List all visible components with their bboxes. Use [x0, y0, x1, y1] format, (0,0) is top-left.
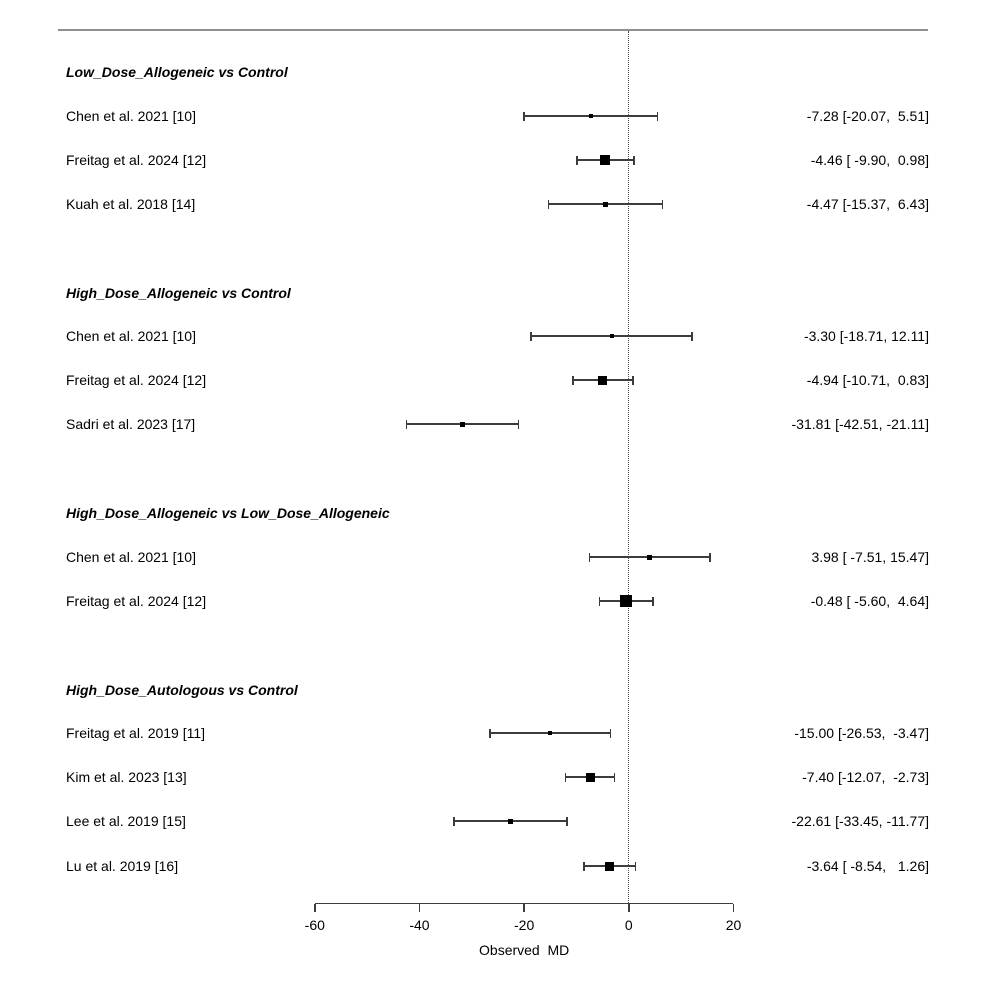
study-label: Kuah et al. 2018 [14]: [66, 196, 196, 212]
ci-cap-right: [662, 200, 664, 209]
study-label: Chen et al. 2021 [10]: [66, 549, 196, 565]
estimate-annotation: -4.94 [-10.71, 0.83]: [806, 372, 929, 388]
ci-cap-right: [635, 862, 637, 871]
ci-cap-left: [589, 553, 591, 562]
ci-cap-left: [576, 156, 578, 165]
x-axis-tick-label: -60: [304, 916, 325, 933]
x-axis-tick: [733, 904, 735, 912]
study-label: Freitag et al. 2024 [12]: [66, 152, 207, 168]
study-label: Freitag et al. 2024 [12]: [66, 593, 207, 609]
estimate-annotation: -7.40 [-12.07, -2.73]: [802, 769, 929, 785]
ci-cap-right: [614, 773, 616, 782]
group-header: High_Dose_Allogeneic vs Low_Dose_Allogeneic: [66, 505, 390, 521]
estimate-annotation: -4.47 [-15.37, 6.43]: [806, 196, 929, 212]
study-label: Lee et al. 2019 [15]: [66, 813, 186, 829]
point-estimate-marker: [647, 555, 652, 560]
x-axis-tick-label: 0: [624, 916, 633, 933]
group-header: Low_Dose_Allogeneic vs Control: [66, 64, 288, 80]
point-estimate-marker: [586, 773, 595, 782]
ci-cap-left: [548, 200, 550, 209]
estimate-annotation: 3.98 [ -7.51, 15.47]: [811, 549, 929, 565]
estimate-annotation: -15.00 [-26.53, -3.47]: [794, 725, 929, 741]
study-label: Freitag et al. 2019 [11]: [66, 725, 206, 741]
ci-cap-right: [610, 729, 612, 738]
point-estimate-marker: [589, 114, 593, 118]
ci-cap-left: [530, 332, 532, 341]
x-axis-tick: [628, 904, 630, 912]
ci-cap-left: [489, 729, 491, 738]
ci-cap-right: [691, 332, 693, 341]
study-label: Kim et al. 2023 [13]: [66, 769, 187, 785]
ci-cap-right: [518, 420, 520, 429]
study-label: Chen et al. 2021 [10]: [66, 328, 196, 344]
group-header: High_Dose_Allogeneic vs Control: [66, 285, 291, 301]
ci-cap-right: [632, 376, 634, 385]
point-estimate-marker: [620, 595, 632, 607]
ci-cap-left: [565, 773, 567, 782]
ci-cap-left: [583, 862, 585, 871]
x-axis-tick: [314, 904, 316, 912]
ci-cap-right: [652, 597, 654, 606]
study-label: Sadri et al. 2023 [17]: [66, 416, 196, 432]
point-estimate-marker: [603, 202, 608, 207]
point-estimate-marker: [460, 422, 465, 427]
ci-cap-right: [657, 112, 659, 121]
x-axis-title: Observed MD: [479, 941, 570, 958]
study-label: Chen et al. 2021 [10]: [66, 108, 196, 124]
estimate-annotation: -3.64 [ -8.54, 1.26]: [806, 858, 929, 874]
top-rule: [58, 29, 928, 31]
x-axis-tick: [419, 904, 421, 912]
x-axis-tick-label: 20: [725, 916, 742, 933]
ci-cap-right: [566, 817, 568, 826]
ci-cap-left: [572, 376, 574, 385]
estimate-annotation: -7.28 [-20.07, 5.51]: [806, 108, 929, 124]
group-header: High_Dose_Autologous vs Control: [66, 682, 298, 698]
ci-cap-right: [633, 156, 635, 165]
zero-reference-line: [628, 31, 629, 903]
ci-cap-left: [406, 420, 408, 429]
ci-cap-left: [453, 817, 455, 826]
study-label: Freitag et al. 2024 [12]: [66, 372, 207, 388]
estimate-annotation: -4.46 [ -9.90, 0.98]: [810, 152, 929, 168]
point-estimate-marker: [610, 334, 614, 338]
estimate-annotation: -31.81 [-42.51, -21.11]: [791, 416, 929, 432]
point-estimate-marker: [605, 862, 614, 871]
ci-cap-right: [709, 553, 711, 562]
point-estimate-marker: [508, 819, 513, 824]
x-axis-tick-label: -20: [514, 916, 535, 933]
ci-cap-left: [599, 597, 601, 606]
point-estimate-marker: [548, 731, 552, 735]
estimate-annotation: -0.48 [ -5.60, 4.64]: [810, 593, 929, 609]
study-label: Lu et al. 2019 [16]: [66, 858, 179, 874]
ci-cap-left: [523, 112, 525, 121]
estimate-annotation: -3.30 [-18.71, 12.11]: [803, 328, 929, 344]
x-axis-tick-label: -40: [409, 916, 430, 933]
estimate-annotation: -22.61 [-33.45, -11.77]: [791, 813, 929, 829]
point-estimate-marker: [598, 376, 607, 385]
x-axis-tick: [523, 904, 525, 912]
point-estimate-marker: [600, 155, 610, 165]
